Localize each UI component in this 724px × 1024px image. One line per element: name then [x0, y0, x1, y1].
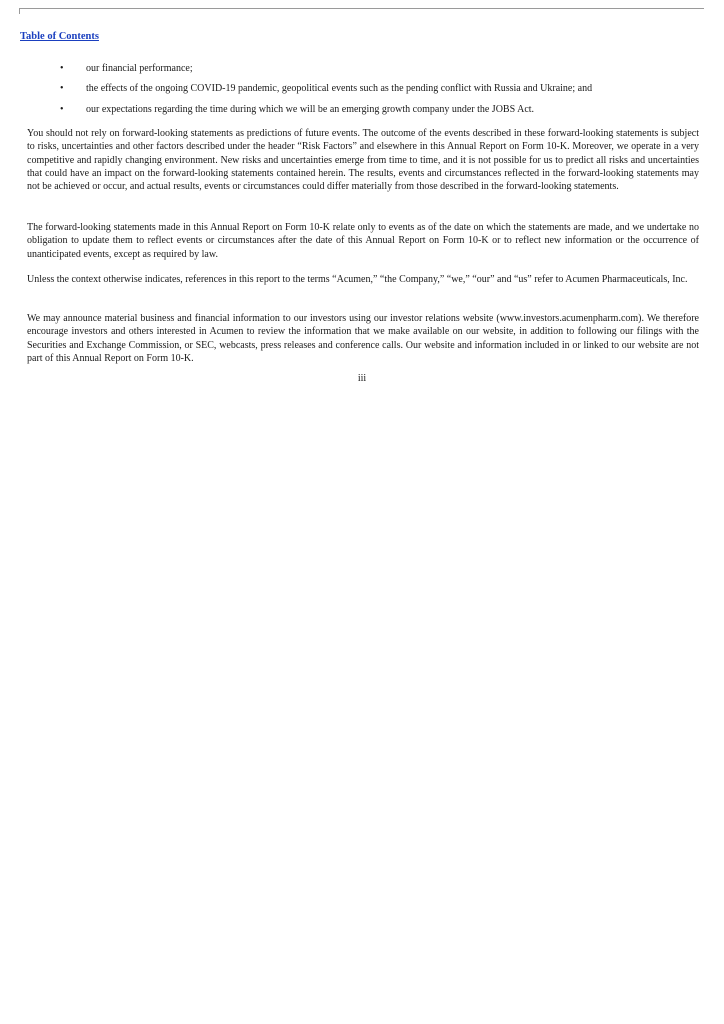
list-item-text: our financial performance;	[86, 63, 193, 74]
top-divider-cap	[19, 8, 20, 14]
list-item-text: our expectations regarding the time during which we will be an emerging growth company under the JOBS Act.	[86, 104, 535, 115]
top-divider	[19, 8, 704, 9]
list-item	[0, 62, 724, 76]
list-item	[0, 103, 724, 117]
bullet-marker: •	[60, 83, 64, 94]
bullet-marker: •	[60, 104, 64, 115]
page-number: iii	[357, 373, 367, 384]
table-of-contents-link[interactable]: Table of Contents	[20, 31, 99, 42]
bullet-marker: •	[60, 63, 64, 74]
paragraph-no-obligation: The forward-looking statements made in this Annual Report on Form 10-K relate only to events as of the date on which the statements are made, and we undertake no obligation to update them to reflect events or circumstances after the date of this Annual Report on Form 10-K or to reflect new information or the occurrence of unanticipated events, except as required by law.	[27, 222, 699, 260]
paragraph-investor-website: We may announce material business and financial information to our investors using our investor relations website (www.investors.acumenpharm.com). We therefore encourage investors and others interested in Acumen to review the information that we make available on our website, in addition to following our filings with the Securities and Exchange Commission, or SEC, webcasts, press releases and conference calls. Our website and information included in or linked to our website are not part of this Annual Report on Form 10-K.	[27, 313, 699, 364]
paragraph-forward-looking-risks: You should not rely on forward-looking statements as predictions of future events. The outcome of the events described in these forward-looking statements is subject to risks, uncertainties and other factors described under the header “Risk Factors” and elsewhere in this Annual Report on Form 10-K. Moreover, we operate in a very competitive and rapidly changing environment. New risks and uncertainties emerge from time to time, and it is not possible for us to predict all risks and uncertainties that could have an impact on the forward-looking statements contained herein. The results, events and circumstances reflected in the forward-looking statements may not be achieved or occur, and actual results, events or circumstances could differ materially from those described in the forward-looking statements.	[27, 128, 699, 193]
list-item-text: the effects of the ongoing COVID-19 pandemic, geopolitical events such as the pending conflict with Russia and Ukraine; and	[86, 83, 593, 94]
list-item	[0, 82, 724, 96]
paragraph-company-references: Unless the context otherwise indicates, references in this report to the terms “Acumen,” “the Company,” “we,” “our” and “us” refer to Acumen Pharmaceuticals, Inc.	[27, 274, 688, 285]
